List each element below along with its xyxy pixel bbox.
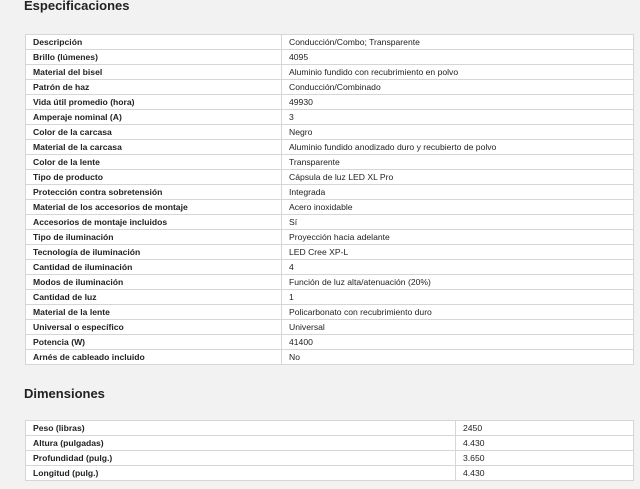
spec-label: Color de la carcasa [26, 125, 282, 140]
spec-label: Amperaje nominal (A) [26, 110, 282, 125]
table-row [26, 290, 634, 305]
table-row [26, 260, 634, 275]
spec-value: Conducción/Combinado [282, 80, 634, 95]
spec-label: Material del bisel [26, 65, 282, 80]
table-row [26, 185, 634, 200]
table-row [26, 245, 634, 260]
specifications-heading: Especificaciones [24, 0, 130, 13]
table-row [26, 65, 634, 80]
table-row [26, 305, 634, 320]
spec-label: Vida útil promedio (hora) [26, 95, 282, 110]
spec-value: Policarbonato con recubrimiento duro [282, 305, 634, 320]
table-row [26, 50, 634, 65]
spec-value: 49930 [282, 95, 634, 110]
dimension-value: 4.430 [456, 466, 634, 481]
spec-value: LED Cree XP-L [282, 245, 634, 260]
table-row [26, 421, 634, 436]
spec-label: Tecnología de iluminación [26, 245, 282, 260]
dimensions-table [25, 420, 634, 481]
dimension-label: Peso (libras) [26, 421, 456, 436]
dimension-label: Longitud (pulg.) [26, 466, 456, 481]
spec-value: 4 [282, 260, 634, 275]
spec-value: 3 [282, 110, 634, 125]
dimensions-heading: Dimensiones [24, 386, 105, 401]
spec-label: Accesorios de montaje incluidos [26, 215, 282, 230]
spec-value: Transparente [282, 155, 634, 170]
dimension-label: Profundidad (pulg.) [26, 451, 456, 466]
spec-label: Modos de iluminación [26, 275, 282, 290]
table-row [26, 95, 634, 110]
spec-value: Negro [282, 125, 634, 140]
spec-value: Proyección hacia adelante [282, 230, 634, 245]
spec-value: Función de luz alta/atenuación (20%) [282, 275, 634, 290]
spec-label: Patrón de haz [26, 80, 282, 95]
dimension-label: Altura (pulgadas) [26, 436, 456, 451]
spec-value: Acero inoxidable [282, 200, 634, 215]
dimension-value: 3.650 [456, 451, 634, 466]
spec-value: Conducción/Combo; Transparente [282, 35, 634, 50]
spec-value: Integrada [282, 185, 634, 200]
table-row [26, 200, 634, 215]
table-row [26, 170, 634, 185]
table-row [26, 466, 634, 481]
spec-label: Protección contra sobretensión [26, 185, 282, 200]
table-row [26, 215, 634, 230]
spec-value: 1 [282, 290, 634, 305]
dimension-value: 2450 [456, 421, 634, 436]
spec-label: Material de los accesorios de montaje [26, 200, 282, 215]
spec-value: Aluminio fundido anodizado duro y recubierto de polvo [282, 140, 634, 155]
spec-value: Universal [282, 320, 634, 335]
spec-label: Material de la lente [26, 305, 282, 320]
spec-value: No [282, 350, 634, 365]
spec-label: Potencia (W) [26, 335, 282, 350]
table-row [26, 230, 634, 245]
spec-value: Cápsula de luz LED XL Pro [282, 170, 634, 185]
spec-label: Tipo de producto [26, 170, 282, 185]
spec-label: Descripción [26, 35, 282, 50]
spec-label: Universal o específico [26, 320, 282, 335]
table-row [26, 335, 634, 350]
spec-value: Aluminio fundido con recubrimiento en polvo [282, 65, 634, 80]
table-row [26, 140, 634, 155]
table-row [26, 451, 634, 466]
spec-label: Cantidad de luz [26, 290, 282, 305]
table-row [26, 80, 634, 95]
table-row [26, 155, 634, 170]
table-row [26, 350, 634, 365]
dimension-value: 4.430 [456, 436, 634, 451]
spec-label: Brillo (lúmenes) [26, 50, 282, 65]
table-row [26, 110, 634, 125]
table-row [26, 320, 634, 335]
spec-value: 4095 [282, 50, 634, 65]
table-row [26, 125, 634, 140]
spec-label: Cantidad de iluminación [26, 260, 282, 275]
spec-value: Sí [282, 215, 634, 230]
spec-label: Arnés de cableado incluido [26, 350, 282, 365]
table-row [26, 275, 634, 290]
table-row [26, 35, 634, 50]
specifications-table [25, 34, 634, 365]
spec-label: Material de la carcasa [26, 140, 282, 155]
spec-label: Tipo de iluminación [26, 230, 282, 245]
spec-value: 41400 [282, 335, 634, 350]
spec-label: Color de la lente [26, 155, 282, 170]
table-row [26, 436, 634, 451]
